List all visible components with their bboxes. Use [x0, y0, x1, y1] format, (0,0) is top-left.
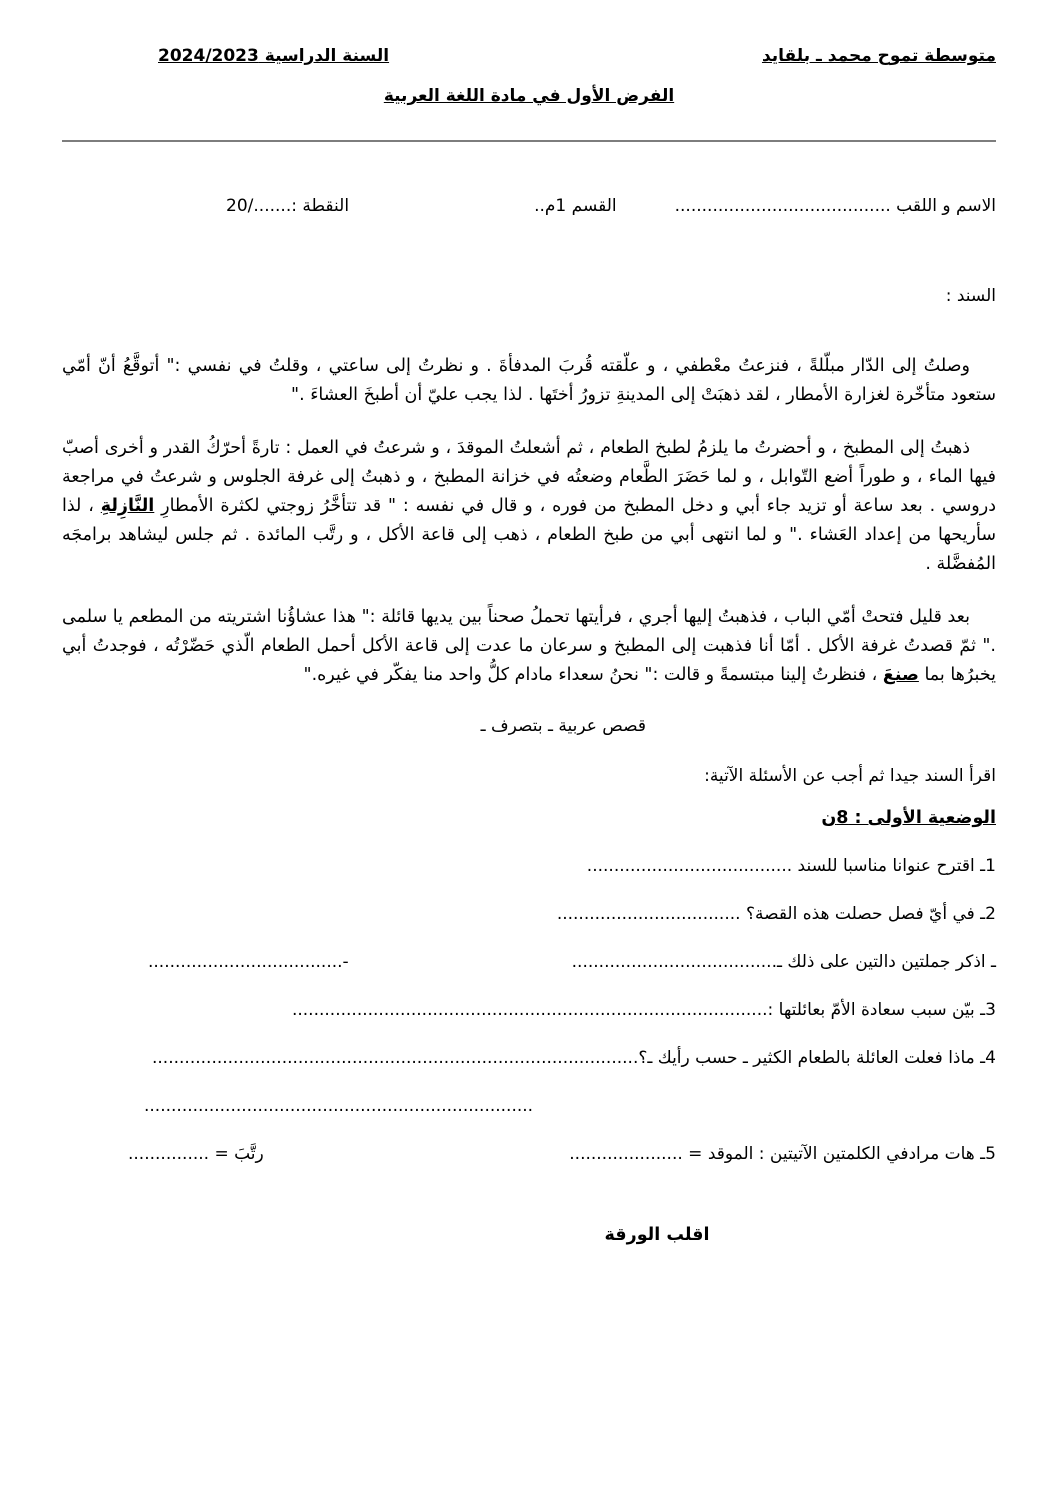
sanad-label: السند : — [945, 286, 996, 306]
header-divider — [62, 140, 996, 142]
question-2: 2ـ في أيّ فصل حصلت هذه القصة؟ .................................. — [556, 904, 996, 924]
question-1: 1ـ اقترح عنوانا مناسبا للسند ...................................... — [586, 856, 996, 876]
question-5-text: 5ـ هات مرادفي الكلمتين الآتيتين : الموقد = ..................... — [569, 1144, 996, 1164]
exam-title: الفرض الأول في مادة اللغة العربية — [383, 86, 675, 106]
question-2-followup-blank: -.................................... — [148, 952, 349, 972]
question-2-followup — [62, 948, 996, 977]
paragraph-text: ذهبتُ إلى المطبخ ، و أحضرتُ ما يلزمُ لطبخ الطعام ، ثم أشعلتُ الموقدَ ، و شرعتُ في العمل : تارةً أحرّكُ القدر و أخرى أصبّ فيها الماء ، و طوراً أضع التّوابل ، و لما حَضَرَ الطَّعام وضعتُه في خزانة المطبخ ، و ذهبتُ إلى غرفة الجلوس و شرعتُ في مراجعة دروسي . بعد ساعة أو تزيد جاء أبي و دخل المطبخ من فوره ، و قال في نفسه : " قد تتأخَّرُ زوجتي لكثرة الأمطارِ — [62, 438, 997, 516]
section-one-title: الوضعية الأولى : 8ن — [821, 808, 996, 828]
school-year: السنة الدراسية 2024/2023 — [158, 46, 390, 66]
sanad-paragraph-1 — [62, 352, 996, 410]
turn-page-note: اقلب الورقة — [604, 1225, 710, 1245]
grade-blank: النقطة :......./20 — [226, 196, 350, 216]
student-info-row — [62, 196, 996, 216]
paragraph-text: ، فنظرتُ إلينا مبتسمةً و قالت :" نحنُ سعداء مادام كلُّ واحد منا يفكّر في غيره." — [303, 665, 883, 685]
synonym-blank-rattaba: رتَّبَ = ............... — [128, 1144, 264, 1164]
text-attribution: قصص عربية ـ بتصرف ـ — [480, 716, 646, 736]
answer-dots-line: ........................................................................ — [144, 1096, 534, 1116]
sanad-paragraph-3 — [62, 603, 996, 690]
class-label: القسم 1م.. — [534, 196, 617, 216]
question-3: 3ـ بيّن سبب سعادة الأمّ بعائلتها :........................................................................................ — [291, 1000, 996, 1020]
question-5 — [62, 1140, 996, 1169]
page-header — [62, 46, 996, 66]
underlined-word-sanaa: صنعَ — [882, 665, 919, 685]
paragraph-text: وصلتُ إلى الدّار مبلّلةً ، فنزعتُ معْطفي ، و علّقته قُربَ المدفأةَ . و نظرتُ إلى ساعتي ، وقلتُ في نفسي :" أتوقَّعُ أنّ أمّي ستعود متأخّرة لغزارة الأمطار ، لقد ذهبَتْ إلى المدينةِ تزورُ أختَها . لذا يجب عليّ أن أطبخَ العشاءَ ." — [62, 356, 996, 405]
instruction-line: اقرأ السند جيدا ثم أجب عن الأسئلة الآتية: — [704, 766, 996, 786]
question-2-followup-text: ـ اذكر جملتين دالتين على ذلك ـ...................................... — [571, 952, 996, 972]
paragraph-text: ، لذا سأريحها من إعداد العَشاء ." و لما انتهى أبي من طبخ الطعام ، ذهب إلى قاعة الأكل ، و رتَّب المائدة . ثم جلس ليشاهد برامجَه المُفضَّلة . — [62, 496, 996, 574]
student-name-blank: الاسم و اللقب ........................................ — [674, 196, 996, 216]
questions-list — [62, 852, 996, 1169]
school-name: متوسطة تموح محمد ـ بلقايد — [761, 46, 996, 66]
paragraph-text: بعد قليل فتحتْ أمّي الباب ، فذهبتُ إليها أجري ، فرأيتها تحملُ صحناً بين يديها قائلة :" هذا عشاؤُنا اشتريته من المطعم يا سلمى ." ثمّ قصدتُ غرفة الأكل . أمّا أنا فذهبت إلى المطبخ و سرعان ما عدت إلى قاعة الأكل أحمل الطعام الّذي حَضّرْتُه ، فوجدتُ أبي يخبرُها بما — [62, 607, 996, 685]
underlined-word-nazila: النَّازِلةِ — [100, 496, 155, 516]
question-4: 4ـ ماذا فعلت العائلة بالطعام الكثير ـ حسب رأيك ـ؟.......................................................................................... — [152, 1048, 996, 1068]
sanad-paragraph-2 — [62, 434, 996, 579]
